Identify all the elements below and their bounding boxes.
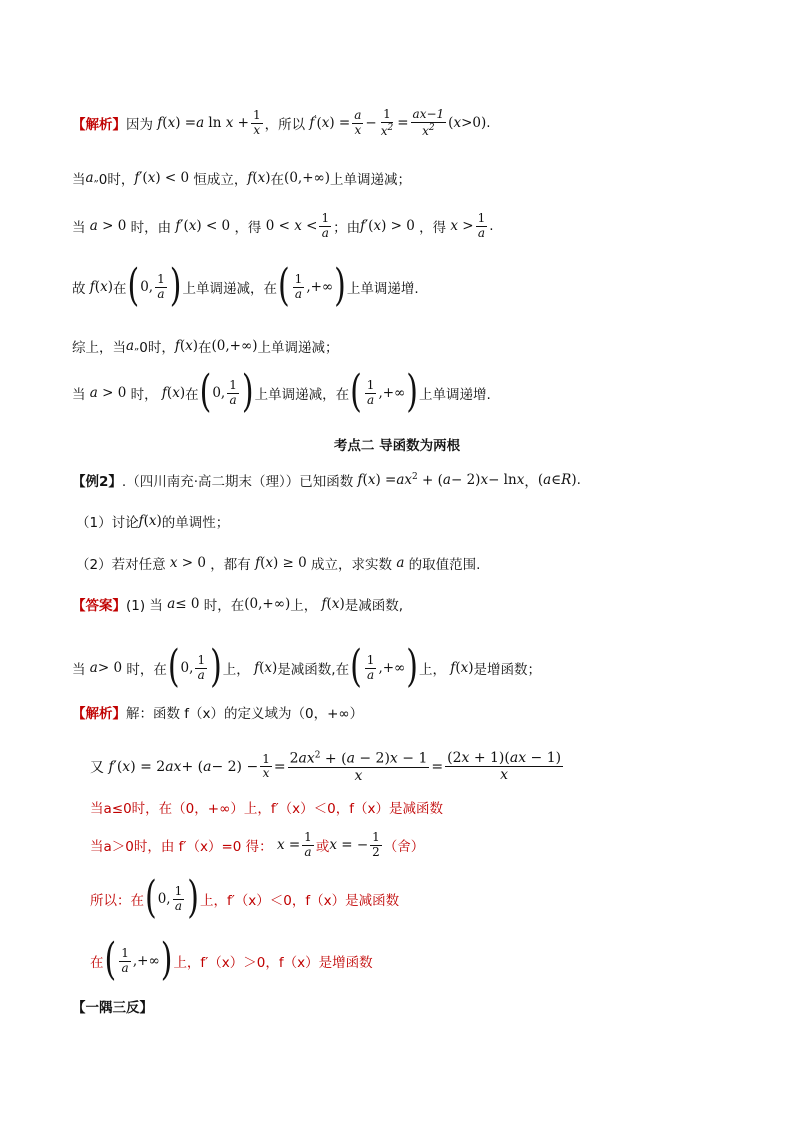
text: (1) 当 (126, 598, 163, 614)
fraction: $\frac{1}{x}$ (262, 751, 270, 781)
formula: − 2) − (211, 758, 259, 775)
formula: ( (259, 660, 265, 676)
formula: = (273, 758, 286, 775)
formula: „ (134, 340, 140, 352)
formula: x (147, 170, 156, 186)
formula: a (543, 472, 552, 488)
answer-line-1 (72, 594, 794, 614)
formula: ′( (139, 170, 148, 186)
analysis-line-5 (72, 336, 794, 356)
formula: ′( (113, 758, 123, 775)
solution-line-2 (90, 750, 794, 784)
fraction: $\frac{(2x + 1)(ax - 1)}{x}$ (447, 750, 562, 784)
formula: ax (165, 758, 182, 775)
formula: ( (448, 115, 454, 132)
text: 当 (72, 387, 86, 403)
formula: x (321, 115, 330, 132)
example-line (72, 470, 794, 490)
analysis-line-6 (72, 366, 794, 418)
formula: ln (204, 115, 226, 132)
example-tag: 【例2】 (72, 474, 122, 490)
section-heading (0, 434, 794, 454)
formula: ) (107, 279, 113, 295)
formula: x (373, 218, 382, 235)
formula: > 0 (97, 660, 127, 676)
formula: ) (272, 660, 278, 676)
formula: > 0 (97, 385, 131, 401)
fraction: $\frac{1}{a}$ (321, 211, 330, 240)
text: 上， (290, 598, 318, 614)
text: 解：函数 f（x）的定义域为（0，+∞） (126, 706, 364, 722)
solution-line-4 (90, 831, 794, 860)
text: 又 (90, 759, 104, 776)
formula: ) > 0 (381, 218, 420, 235)
formula: a (126, 338, 135, 354)
text: 是增函数； (473, 662, 541, 678)
text: 上单调递减； (257, 340, 339, 356)
formula: x (225, 115, 234, 132)
formula: x (331, 596, 340, 612)
text: 上单调递增. (419, 387, 491, 403)
text: 上单调递减，在 (182, 281, 277, 297)
text: 上， (419, 662, 447, 678)
formula: ) (571, 472, 577, 488)
formula: x (185, 338, 193, 354)
formula: − (365, 115, 377, 132)
formula: > 0 (97, 218, 131, 235)
formula: f (104, 758, 114, 775)
fraction: $\frac{1}{a}$ (477, 211, 486, 240)
formula: x (329, 837, 337, 854)
formula: x (264, 660, 272, 676)
interval: ( 0, $\frac{1}{a}$ ) (167, 641, 222, 693)
formula: ( (326, 596, 332, 612)
text: 当 (72, 220, 86, 237)
formula: f (249, 660, 260, 676)
formula: x (100, 279, 108, 295)
text: 在 (185, 387, 199, 403)
formula: x (294, 218, 302, 235)
solution-tag: 【解析】 (72, 706, 126, 722)
formula: + ( (181, 758, 204, 775)
solution-line-1 (72, 702, 794, 722)
text: 0时， (139, 340, 175, 356)
formula: ) (339, 596, 345, 612)
formula: a (85, 170, 94, 186)
text: . (486, 115, 491, 132)
formula: f (317, 596, 327, 612)
formula: f (353, 472, 363, 488)
fraction: $\frac{2ax^2 + (a - 2)x - 1}{x}$ (289, 750, 428, 784)
formula: (0,+∞) (211, 338, 258, 354)
text: 上单调递减，在 (254, 387, 350, 403)
formula: ) < 0 (155, 170, 194, 186)
solution-line-5 (90, 872, 794, 924)
text: 时，在 (126, 662, 167, 678)
text: 当a≤0时，在（0，+∞）上，f′（x）＜0，f（x）是减函数 (90, 801, 443, 817)
formula: ( (166, 385, 173, 401)
text: 上， (222, 662, 250, 678)
text: 是减函数, (344, 598, 404, 614)
formula: ) (192, 338, 199, 354)
text: ；由 (333, 220, 361, 237)
formula: 0 < (261, 218, 295, 235)
solution-line-3 (90, 797, 794, 817)
formula: ′( (314, 115, 322, 132)
interval: ( $\frac{1}{a}$ ,+∞ ) (350, 366, 419, 418)
text: （1）讨论 (76, 515, 139, 531)
formula: ) < 0 (196, 218, 235, 235)
text: （舍） (383, 839, 425, 856)
formula: x (148, 513, 157, 529)
formula: x (446, 218, 459, 235)
practice-heading (72, 996, 794, 1016)
heading-text: 考点二 导函数为两根 (333, 438, 461, 454)
formula: = (397, 115, 409, 132)
text: 在 (90, 955, 104, 971)
text: 上，f′（x）＞0，f（x）是增函数 (173, 955, 373, 971)
question-1 (76, 511, 794, 531)
interval: ( $\frac{1}{a}$ ,+∞ ) (104, 934, 173, 986)
formula: x (272, 837, 285, 854)
formula: ) (468, 660, 474, 676)
formula: x (367, 472, 376, 488)
formula: ( (455, 660, 461, 676)
text: 所以：在 (90, 893, 144, 909)
text: 故 (72, 281, 86, 297)
text: （2）若对任意 (76, 557, 166, 573)
formula: a (85, 385, 98, 401)
text: . (489, 218, 494, 235)
formula: = (284, 837, 301, 854)
text: 0时， (98, 172, 135, 188)
solution-line-6 (90, 934, 794, 986)
formula: x (122, 758, 131, 775)
formula: ′( (180, 218, 189, 235)
formula: − 2) (450, 472, 481, 488)
formula: f (305, 115, 315, 132)
formula: f (171, 218, 181, 235)
text: 的取值范围. (408, 557, 481, 573)
text: ，得 (419, 220, 447, 237)
formula: < (301, 218, 318, 235)
formula: (0,+∞) (244, 596, 291, 612)
text: 时，由 (130, 220, 172, 237)
text: 在 (198, 340, 212, 356)
formula: a (392, 555, 409, 571)
analysis-line-1 (72, 108, 794, 139)
formula-f: f (153, 115, 163, 132)
formula: ) ≥ 0 (272, 555, 312, 571)
text: 当 (72, 662, 86, 678)
text: . (576, 472, 581, 488)
fraction: $\frac{1}{x}$ (252, 108, 261, 137)
formula: ( (537, 472, 544, 488)
formula: x (188, 218, 197, 235)
formula: a (162, 596, 176, 612)
formula: ( (94, 279, 101, 295)
formula: ) = (175, 115, 197, 132)
fraction: $\frac{ax-1}{x^2}$ (412, 107, 445, 138)
text: 当 (72, 172, 86, 188)
interval: ( $\frac{1}{a}$ ,+∞ ) (350, 641, 419, 693)
text: 上，f′（x）＜0，f（x）是减函数 (199, 893, 400, 909)
text: ， (524, 474, 538, 490)
text: ，得 (234, 220, 262, 237)
formula: ) = (329, 115, 351, 132)
fraction: $\frac{1}{a}$ (304, 830, 312, 859)
formula: + (233, 115, 249, 132)
text: 成立，求实数 (311, 557, 393, 573)
text: 时， (130, 387, 158, 403)
text: 在 (270, 172, 285, 188)
formula: x (460, 660, 469, 676)
text: 当a＞0时，由 f′（x）=0 得： (90, 839, 273, 856)
formula: ) (265, 170, 271, 186)
formula: x (453, 115, 462, 132)
formula: f (174, 338, 180, 354)
formula: ( (362, 472, 368, 488)
formula: ( (162, 115, 168, 132)
formula: a (442, 472, 451, 488)
formula: x (516, 472, 525, 488)
text: 在 (112, 281, 127, 297)
formula: > 0 (177, 555, 211, 571)
formula: x (167, 115, 176, 132)
fraction: $\frac{a}{x}$ (354, 108, 362, 137)
formula: x (165, 555, 178, 571)
formula: = − (336, 837, 369, 854)
formula: f (157, 385, 167, 401)
formula: x (265, 555, 273, 571)
formula: f (247, 170, 253, 186)
question-2 (76, 553, 794, 573)
formula: „ (93, 172, 99, 184)
formula: (0,+∞) (284, 170, 331, 186)
formula: = (431, 758, 444, 775)
formula: a (203, 758, 212, 775)
interval: ( 0, $\frac{1}{a}$ ) (199, 366, 254, 418)
answer-tag: 【答案】 (72, 598, 126, 614)
formula: ′( (365, 218, 374, 235)
practice-tag: 【一隅三反】 (72, 1000, 153, 1016)
formula: ( (179, 338, 186, 354)
text: 时，在 (203, 598, 245, 614)
formula: f (446, 660, 456, 676)
text: 因为 (126, 117, 153, 134)
formula: ( (260, 555, 266, 571)
interval: ( $\frac{1}{a}$ ,+∞ ) (277, 260, 346, 312)
example-source: .（四川南充·高二期末（理））已知函数 (121, 474, 354, 490)
formula: ) (156, 513, 162, 529)
text: 上单调递减； (330, 172, 412, 188)
text: 上单调递增. (346, 281, 419, 297)
answer-line-2 (72, 641, 794, 693)
analysis-tag: 【解析】 (72, 117, 126, 134)
formula: f (250, 555, 261, 571)
formula: f (360, 218, 366, 235)
formula: x (480, 472, 489, 488)
fraction: $\frac{1}{x^2}$ (380, 107, 394, 138)
formula: ) (179, 385, 186, 401)
text: 是减函数,在 (277, 662, 350, 678)
formula: $^2$ + ( (412, 471, 443, 489)
formula: x (172, 385, 180, 401)
analysis-line-2 (72, 168, 794, 188)
formula: x (257, 170, 266, 186)
interval: ( 0, $\frac{1}{a}$ ) (145, 872, 199, 924)
formula: a (85, 660, 98, 676)
formula: ax (396, 472, 412, 488)
text: 综上，当 (72, 340, 126, 356)
formula: f (134, 170, 140, 186)
formula: a (196, 115, 205, 132)
text: 的单调性； (161, 515, 230, 531)
formula: ∈ (551, 472, 562, 488)
formula: − ln (488, 472, 517, 488)
analysis-line-3 (72, 212, 794, 241)
formula: f (85, 279, 95, 295)
fraction: $\frac{1}{2}$ (372, 830, 380, 859)
formula: > (458, 218, 474, 235)
formula: a (85, 218, 98, 235)
analysis-line-4 (72, 260, 794, 312)
formula: ) = 2 (130, 758, 166, 775)
formula: f (138, 513, 144, 529)
formula: ( (143, 513, 149, 529)
interval: ( 0, $\frac{1}{a}$ ) (127, 260, 182, 312)
formula: >0) (461, 115, 487, 132)
text: 恒成立， (193, 172, 248, 188)
formula: ) = (375, 472, 397, 488)
formula: R (561, 472, 572, 488)
formula: ( (252, 170, 258, 186)
text: 或 (315, 839, 330, 856)
text: ，所以 (264, 117, 306, 134)
formula: ≤ 0 (175, 596, 204, 612)
text: ，都有 (210, 557, 251, 573)
